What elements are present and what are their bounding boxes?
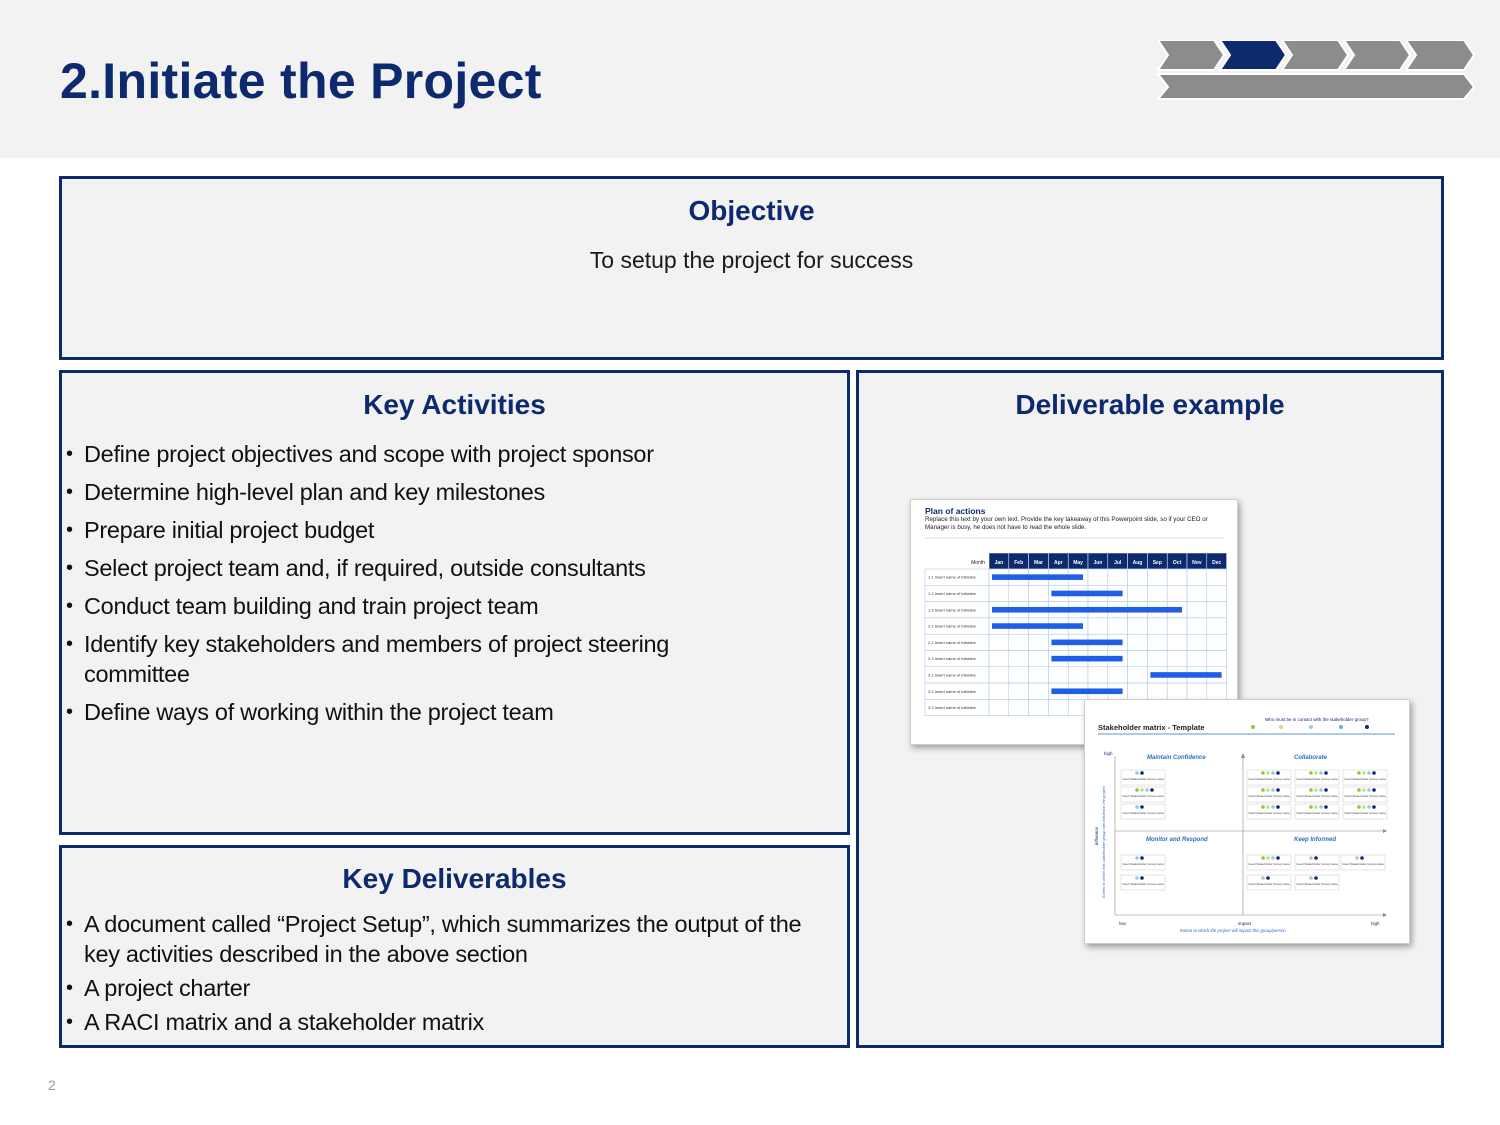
plan-cell [1187, 651, 1207, 667]
plan-row-label: 1.1 Insert name of initiative [928, 574, 976, 580]
plan-cell [989, 667, 1009, 683]
deliverable-example-heading: Deliverable example [1015, 389, 1285, 420]
plan-cell [1167, 585, 1187, 601]
deliverable-item: • A project charter [62, 973, 832, 1003]
progress-step-1 [1158, 40, 1224, 70]
activity-item: • Prepare initial project budget [62, 515, 762, 545]
plan-month-label-Nov: Nov [1192, 560, 1202, 566]
matrix-legend-dots [1251, 725, 1369, 729]
svg-text:Insert Stakeholder Group name: Insert Stakeholder Group name [1248, 794, 1290, 798]
matrix-x-high: high [1371, 921, 1380, 926]
plan-cell [1108, 667, 1128, 683]
progress-step-2-active [1220, 40, 1286, 70]
plan-bar [1150, 672, 1221, 678]
plan-cell [1108, 618, 1128, 634]
activity-item: • Identify key stakeholders and members of project steering committee [62, 629, 744, 689]
progress-step-3 [1282, 40, 1348, 70]
plan-cell [1167, 569, 1187, 585]
plan-cell [1029, 651, 1049, 667]
stakeholder-card [1121, 855, 1165, 870]
progress-step-5 [1406, 40, 1474, 70]
plan-cell [1029, 699, 1049, 715]
matrix-x-mid: impact [1238, 921, 1252, 926]
svg-text:Insert Stakeholder Group name: Insert Stakeholder Group name [1248, 882, 1290, 886]
plan-cell [1207, 618, 1227, 634]
stakeholder-card [1295, 787, 1339, 802]
objective-text: To setup the project for success [589, 247, 914, 273]
page-number: 2 [48, 1077, 56, 1093]
plan-cell [989, 699, 1009, 715]
matrix-x-caption: Extent to which the project will impact this group/person [1180, 928, 1286, 933]
plan-cell [1147, 618, 1167, 634]
stakeholder-card [1247, 804, 1291, 819]
plan-month-label-Apr: Apr [1053, 560, 1063, 566]
key-activities-heading: Key Activities [363, 389, 546, 420]
svg-text:Insert Stakeholder Group name: Insert Stakeholder Group name [1296, 882, 1338, 886]
matrix-title: Stakeholder matrix - Template [1098, 723, 1205, 732]
stakeholder-matrix-thumbnail [1084, 699, 1410, 944]
plan-cell [1009, 585, 1029, 601]
plan-month-label-Sep: Sep [1152, 560, 1162, 566]
progress-overall-bar [1158, 74, 1474, 99]
plan-cell [1009, 683, 1029, 699]
objective-panel [59, 176, 1444, 360]
key-activities-panel [59, 370, 850, 835]
svg-text:Insert Stakeholder Group name: Insert Stakeholder Group name [1122, 777, 1164, 781]
stakeholder-card [1247, 770, 1291, 785]
stakeholder-card [1343, 787, 1387, 802]
plan-row-label: 2.3 Insert name of initiative [928, 656, 976, 662]
plan-cell [1068, 667, 1088, 683]
plan-row-label: 2.2 Insert name of initiative [928, 639, 976, 645]
plan-cell [1207, 602, 1227, 618]
plan-title: Plan of actions [925, 506, 986, 516]
plan-bar [1051, 656, 1122, 662]
plan-month-label-Feb: Feb [1014, 560, 1024, 566]
plan-cell [1128, 618, 1148, 634]
plan-cell [1167, 618, 1187, 634]
plan-cell [1088, 667, 1108, 683]
plan-cell [1128, 651, 1148, 667]
svg-text:Insert Stakeholder Group name: Insert Stakeholder Group name [1344, 794, 1386, 798]
key-activities-list [62, 439, 762, 727]
plan-month-label-Jun: Jun [1093, 560, 1103, 566]
slide-title: 2.Initiate the Project [60, 53, 542, 109]
plan-cell [1167, 634, 1187, 650]
plan-cell [1187, 585, 1207, 601]
plan-month-label: Month [971, 560, 985, 566]
stakeholder-card [1295, 875, 1339, 890]
plan-cell [1048, 667, 1068, 683]
matrix-y-label: influence [1094, 826, 1099, 845]
stakeholder-card [1247, 855, 1291, 870]
plan-cell [989, 683, 1009, 699]
stakeholder-card [1121, 787, 1165, 802]
stakeholder-card [1121, 804, 1165, 819]
svg-text:Insert Stakeholder Group name: Insert Stakeholder Group name [1344, 777, 1386, 781]
plan-cell [1128, 585, 1148, 601]
plan-cell [1088, 569, 1108, 585]
objective-heading: Objective [688, 195, 815, 226]
progress-step-4 [1344, 40, 1410, 70]
plan-row-label: 3.2 Insert name of initiative [928, 688, 976, 694]
plan-cell [1187, 618, 1207, 634]
stakeholder-card [1121, 770, 1165, 785]
plan-cell [1207, 569, 1227, 585]
plan-cell [1187, 683, 1207, 699]
svg-text:Insert Stakeholder Group name: Insert Stakeholder Group name [1342, 862, 1384, 866]
plan-cell [1048, 699, 1068, 715]
plan-cell [989, 651, 1009, 667]
plan-cell [1187, 569, 1207, 585]
plan-cell [1128, 569, 1148, 585]
svg-text:Insert Stakeholder Group name: Insert Stakeholder Group name [1296, 862, 1338, 866]
plan-cell [1187, 634, 1207, 650]
plan-row-label: 3.3 Insert name of initiative [928, 705, 976, 711]
plan-bar [1051, 591, 1122, 597]
stakeholder-card [1343, 770, 1387, 785]
plan-cell [1167, 683, 1187, 699]
stakeholder-matrix [1085, 700, 1409, 943]
plan-cell [1009, 699, 1029, 715]
plan-cell [1128, 634, 1148, 650]
plan-bar [992, 607, 1182, 613]
matrix-y-high: high [1104, 751, 1113, 756]
svg-text:Insert Stakeholder Group name: Insert Stakeholder Group name [1122, 794, 1164, 798]
plan-month-label-Jan: Jan [994, 560, 1004, 566]
plan-month-label-Jul: Jul [1114, 560, 1122, 566]
svg-text:Insert Stakeholder Group name: Insert Stakeholder Group name [1296, 811, 1338, 815]
quadrant-keep-informed: Keep Informed [1294, 837, 1337, 843]
svg-text:Insert Stakeholder Group name: Insert Stakeholder Group name [1248, 862, 1290, 866]
svg-text:Insert Stakeholder Group name: Insert Stakeholder Group name [1248, 777, 1290, 781]
svg-text:Insert Stakeholder Group name: Insert Stakeholder Group name [1248, 811, 1290, 815]
matrix-y-caption: Extent to which this stakeholder group can influence the project [1101, 785, 1106, 898]
activity-item: • Select project team and, if required, outside consultants [62, 553, 762, 583]
plan-bar [1051, 640, 1122, 646]
plan-cell [1088, 618, 1108, 634]
plan-cell [1147, 634, 1167, 650]
svg-text:Insert Stakeholder Group name: Insert Stakeholder Group name [1296, 794, 1338, 798]
svg-text:Insert Stakeholder Group name: Insert Stakeholder Group name [1122, 882, 1164, 886]
stakeholder-card [1247, 787, 1291, 802]
plan-cell [1009, 667, 1029, 683]
progress-chevrons [1156, 40, 1476, 100]
plan-row-label: 1.2 Insert name of initiative [928, 590, 976, 596]
plan-cell [1167, 651, 1187, 667]
activity-item: • Conduct team building and train project team [62, 591, 762, 621]
plan-cell [1128, 667, 1148, 683]
plan-row-label: 3.1 Insert name of initiative [928, 672, 976, 678]
plan-cell [1147, 585, 1167, 601]
plan-bar [1051, 688, 1122, 694]
plan-cell [1147, 651, 1167, 667]
plan-subtitle: Replace this text by your own text. Provide the key takeaway of this Powerpoint slide, so if your CEO or Manager is busy, he does not have to read the whole slide. [925, 516, 1208, 531]
svg-text:Insert Stakeholder Group name: Insert Stakeholder Group name [1122, 862, 1164, 866]
plan-row-label: 2.1 Insert name of initiative [928, 623, 976, 629]
activity-item: • Define ways of working within the project team [62, 697, 762, 727]
plan-month-label-Dec: Dec [1212, 560, 1222, 566]
deliverable-item: • A RACI matrix and a stakeholder matrix [62, 1007, 832, 1037]
stakeholder-card [1343, 804, 1387, 819]
plan-cell [1147, 569, 1167, 585]
plan-cell [1128, 683, 1148, 699]
plan-month-label-Mar: Mar [1034, 560, 1043, 566]
plan-cell [1108, 569, 1128, 585]
plan-month-label-Aug: Aug [1132, 560, 1143, 566]
key-deliverables-heading: Key Deliverables [342, 863, 567, 894]
plan-row-label: 1.3 Insert name of initiative [928, 607, 976, 613]
svg-text:Insert Stakeholder Group name: Insert Stakeholder Group name [1122, 811, 1164, 815]
stakeholder-card [1121, 875, 1165, 890]
plan-month-label-Oct: Oct [1172, 560, 1182, 566]
activity-item: • Define project objectives and scope with project sponsor [62, 439, 762, 469]
plan-cell [1009, 634, 1029, 650]
key-deliverables-list [62, 909, 832, 1037]
plan-bar [992, 623, 1083, 629]
stakeholder-card [1295, 804, 1339, 819]
key-deliverables-panel [59, 845, 850, 1048]
matrix-question: Who must be in contact with the stakeholder group? [1265, 717, 1369, 722]
stakeholder-card [1247, 875, 1291, 890]
plan-cell [1147, 683, 1167, 699]
plan-cell [989, 634, 1009, 650]
plan-cell [1207, 585, 1227, 601]
quadrant-monitor-respond: Monitor and Respond [1146, 837, 1208, 843]
plan-cell [1029, 667, 1049, 683]
plan-cell [1207, 651, 1227, 667]
svg-text:Insert Stakeholder Group name: Insert Stakeholder Group name [1296, 777, 1338, 781]
plan-cell [1009, 651, 1029, 667]
activity-item: • Determine high-level plan and key milestones [62, 477, 762, 507]
stakeholder-card [1341, 855, 1385, 870]
matrix-x-low: low [1119, 921, 1126, 926]
plan-bar [992, 574, 1083, 580]
quadrant-maintain-confidence: Maintain Confidence [1147, 755, 1206, 761]
stakeholder-card [1295, 855, 1339, 870]
stakeholder-card [1295, 770, 1339, 785]
plan-cell [1029, 634, 1049, 650]
plan-cell [1029, 585, 1049, 601]
plan-month-label-May: May [1073, 560, 1083, 566]
plan-cell [1029, 683, 1049, 699]
plan-cell [989, 585, 1009, 601]
svg-text:Insert Stakeholder Group name: Insert Stakeholder Group name [1344, 811, 1386, 815]
plan-cell [1207, 683, 1227, 699]
plan-cell [1187, 602, 1207, 618]
quadrant-collaborate: Collaborate [1294, 755, 1328, 761]
plan-cell [1207, 634, 1227, 650]
deliverable-item: • A document called “Project Setup”, which summarizes the output of the key activities described in the above section [62, 909, 832, 969]
